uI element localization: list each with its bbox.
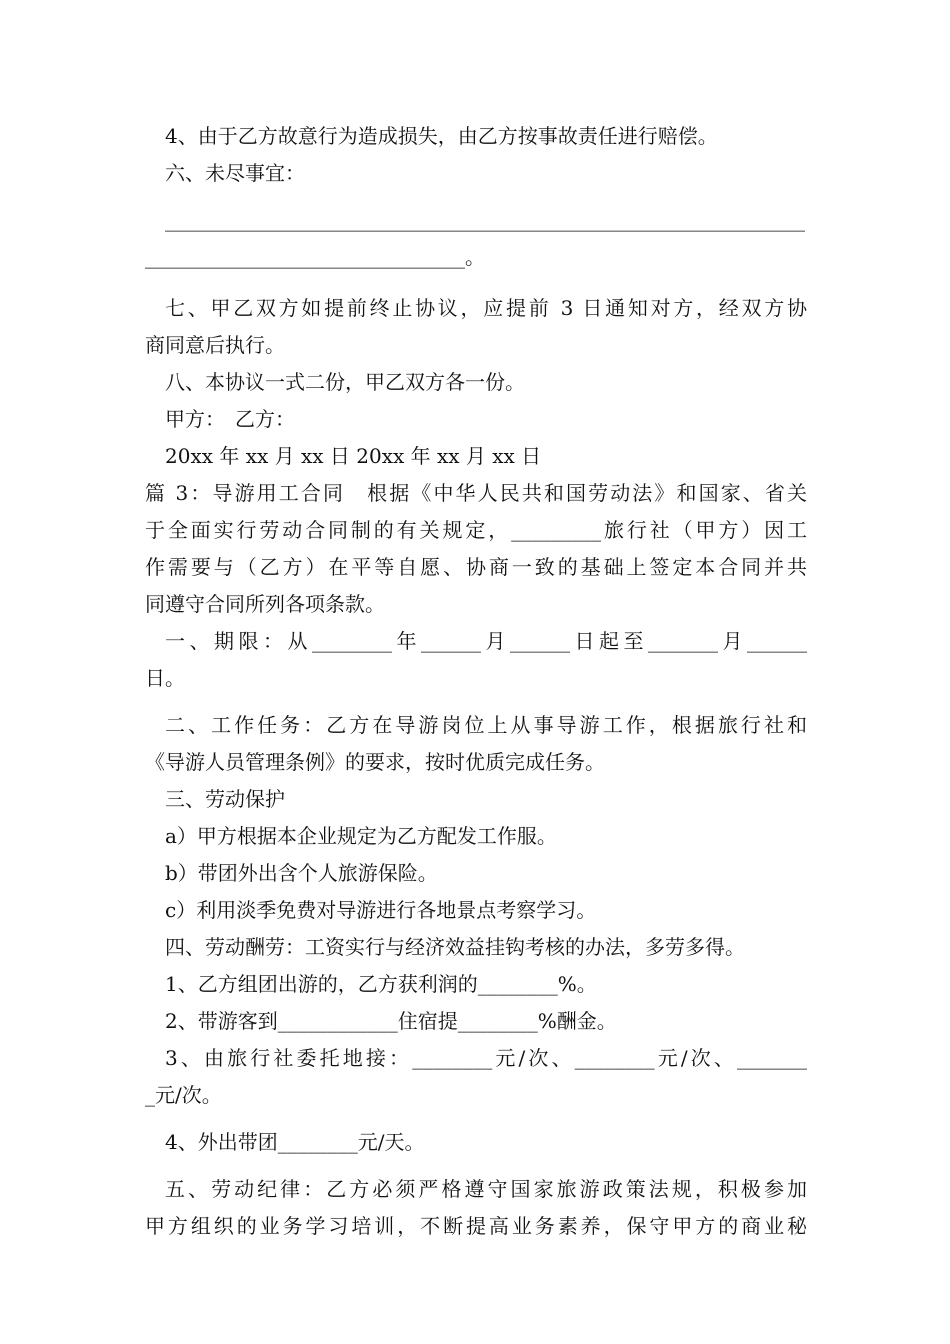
text-line: 七、甲乙双方如提前终止协议，应提前 3 日通知对方，经双方协 <box>165 296 807 320</box>
section-heading: 三、劳动保护 <box>165 787 285 811</box>
text-line: 商同意后执行。 <box>145 333 285 357</box>
contract-title-line: 篇 3：导游用工合同 根据《中华人民共和国劳动法》和国家、省关 <box>145 481 807 505</box>
section-heading: 四、劳动酬劳：工资实行与经济效益挂钩考核的办法，多劳多得。 <box>165 935 745 959</box>
list-item: a）甲方根据本企业规定为乙方配发工作服。 <box>165 824 557 848</box>
list-item: b）带团外出含个人旅游保险。 <box>165 861 438 885</box>
blank-fill-line: ________________________________。 <box>145 245 485 269</box>
text-line: 于全面实行劳动合同制的有关规定，_________旅行社（甲方）因工 <box>145 518 807 542</box>
blank-fill-line: ________________________________________________________________ <box>165 208 805 232</box>
list-item: 2、带游客到____________住宿提________%酬金。 <box>165 1009 617 1033</box>
text-line: 4、由于乙方故意行为造成损失，由乙方按事故责任进行赔偿。 <box>165 124 718 148</box>
text-line: 甲方组织的业务学习培训，不断提高业务素养，保守甲方的商业秘 <box>145 1214 807 1238</box>
date-line: 20xx 年 xx 月 xx 日 20xx 年 xx 月 xx 日 <box>165 444 542 468</box>
text-line: 五、劳动纪律：乙方必须严格遵守国家旅游政策法规，积极参加 <box>165 1177 807 1201</box>
term-line: 一、期限：从________年______月______日起至_______月______ <box>165 629 807 653</box>
list-item: 1、乙方组团出游的，乙方获利润的________%。 <box>165 972 597 996</box>
list-item: 3、由旅行社委托地接：________元/次、________元/次、_______ <box>165 1046 807 1070</box>
signature-line: 甲方： 乙方： <box>165 407 295 431</box>
text-line: 日。 <box>145 666 185 690</box>
text-line: 同遵守合同所列各项条款。 <box>145 592 385 616</box>
text-line: 作需要与（乙方）在平等自愿、协商一致的基础上签定本合同并共 <box>145 555 807 579</box>
list-item: 4、外出带团________元/天。 <box>165 1130 425 1154</box>
text-line: 八、本协议一式二份，甲乙双方各一份。 <box>165 370 525 394</box>
list-item: c）利用淡季免费对导游进行各地景点考察学习。 <box>165 898 597 922</box>
section-heading: 六、未尽事宜： <box>165 161 305 185</box>
document-body <box>145 118 807 1245</box>
text-line: 二、工作任务：乙方在导游岗位上从事导游工作，根据旅行社和 <box>165 713 807 737</box>
text-line: 《导游人员管理条例》的要求，按时优质完成任务。 <box>145 750 605 774</box>
text-line: _元/次。 <box>145 1083 222 1107</box>
